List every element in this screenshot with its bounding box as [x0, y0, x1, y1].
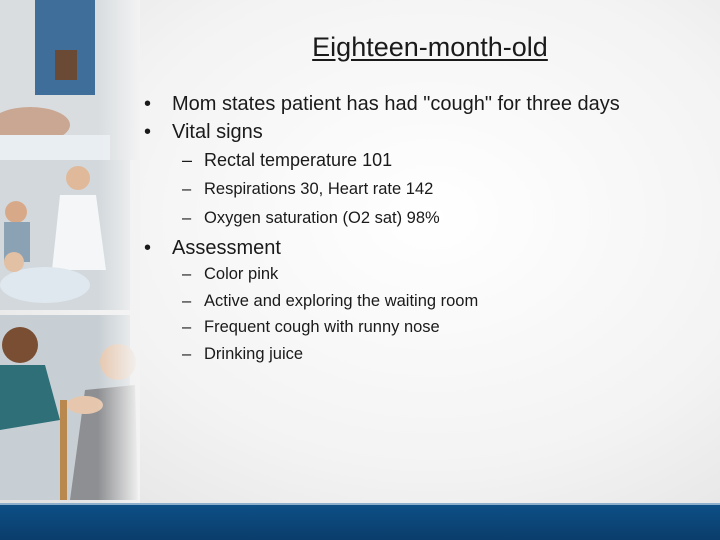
- sub-bullet-marker: –: [182, 150, 193, 170]
- sub-bullet-text: Drinking juice: [204, 345, 304, 363]
- slide-title: Eighteen-month-old: [312, 32, 548, 62]
- sub-bullet-marker: –: [182, 292, 192, 310]
- sub-bullet-marker: –: [182, 265, 192, 283]
- footer-bar: [0, 505, 720, 540]
- sub-bullet-marker: –: [182, 209, 192, 227]
- bullet-marker: •: [144, 93, 152, 115]
- sub-bullet-marker: –: [182, 345, 192, 363]
- sub-bullet-text: Oxygen saturation (O2 sat) 98%: [204, 209, 440, 227]
- sub-bullet-text: Active and exploring the waiting room: [204, 292, 479, 310]
- bullet-marker: •: [144, 237, 152, 259]
- sub-bullet-text: Respirations 30, Heart rate 142: [204, 180, 434, 198]
- sub-bullet-text: Rectal temperature 101: [204, 150, 393, 170]
- sub-bullet-marker: –: [182, 318, 192, 336]
- sub-bullet-text: Color pink: [204, 265, 279, 283]
- sub-bullet-text: Frequent cough with runny nose: [204, 318, 440, 336]
- bullet-text: Vital signs: [172, 121, 263, 143]
- bullet-marker: •: [144, 121, 152, 143]
- sub-bullet-marker: –: [182, 180, 192, 198]
- bullet-text: Mom states patient has had "cough" for three days: [172, 93, 620, 115]
- bullet-text: Assessment: [172, 237, 281, 259]
